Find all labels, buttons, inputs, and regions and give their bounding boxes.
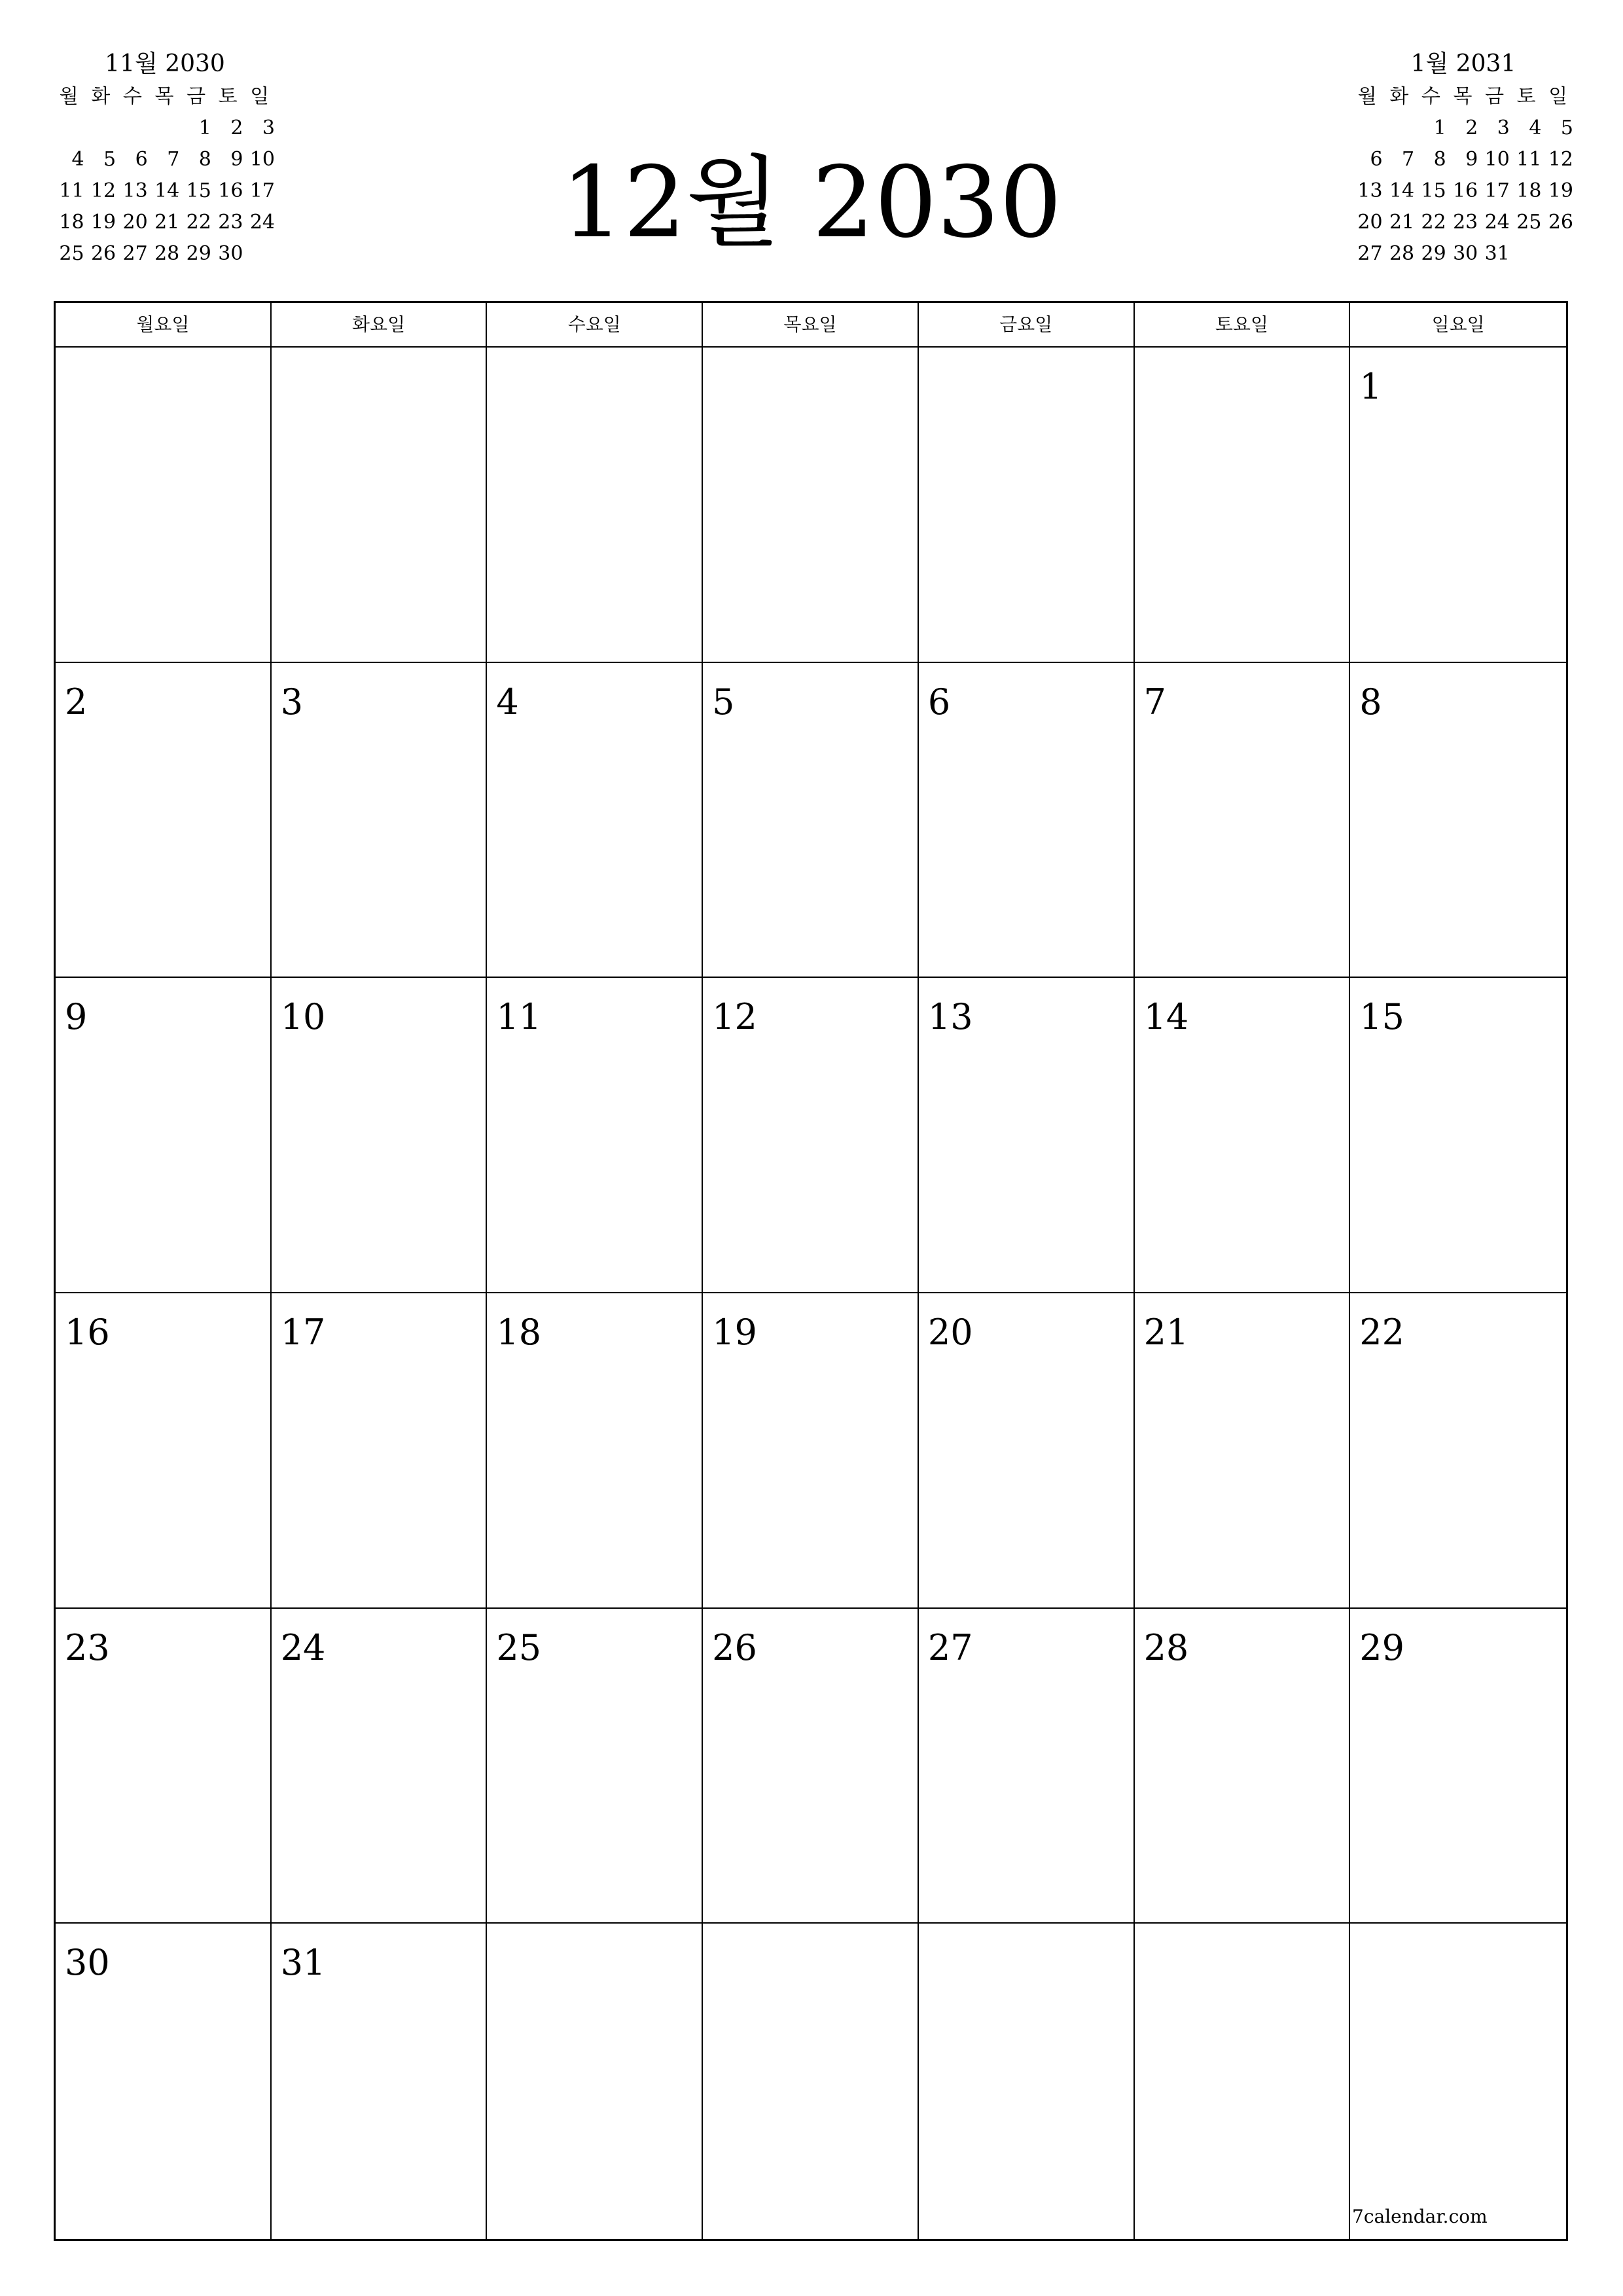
day-cell[interactable] <box>56 1293 272 1609</box>
mini-day: 21 <box>154 211 180 234</box>
mini-day: 10 <box>1484 148 1510 171</box>
day-number: 29 <box>1359 1626 1404 1668</box>
day-cell[interactable] <box>1135 1924 1351 2239</box>
day-cell[interactable] <box>487 1293 703 1609</box>
mini-day: 9 <box>1465 148 1478 171</box>
day-cell[interactable] <box>1135 1293 1351 1609</box>
day-cell[interactable] <box>487 978 703 1293</box>
mini-day: 9 <box>230 148 243 171</box>
mini-day: 5 <box>1560 117 1573 139</box>
mini-day: 28 <box>1389 242 1415 265</box>
mini-day: 28 <box>154 242 180 265</box>
day-number: 23 <box>65 1626 110 1668</box>
day-cell[interactable] <box>919 978 1135 1293</box>
weekday-header: 금요일 <box>919 303 1135 348</box>
mini-day: 12 <box>90 179 116 202</box>
day-cell[interactable] <box>1135 978 1351 1293</box>
mini-day: 31 <box>1484 242 1510 265</box>
day-cell[interactable] <box>56 978 272 1293</box>
day-number: 7 <box>1143 681 1166 723</box>
mini-day: 29 <box>1421 242 1446 265</box>
mini-day: 14 <box>1389 179 1415 202</box>
next-month-title: 1월 2031 <box>1410 50 1516 77</box>
day-number: 31 <box>280 1942 326 1984</box>
mini-weekday-label: 일 <box>1548 85 1568 108</box>
day-cell[interactable] <box>1135 663 1351 978</box>
day-number: 8 <box>1359 681 1382 723</box>
mini-weekday-label: 화 <box>91 85 111 108</box>
mini-day: 26 <box>1548 211 1573 234</box>
day-number: 18 <box>496 1311 542 1353</box>
day-number: 3 <box>280 681 304 723</box>
day-cell[interactable] <box>272 348 488 663</box>
day-cell[interactable] <box>703 1293 919 1609</box>
day-number: 2 <box>65 681 88 723</box>
mini-day <box>54 113 86 144</box>
day-number: 20 <box>927 1311 973 1353</box>
day-number: 1 <box>1359 366 1382 407</box>
mini-day: 13 <box>122 179 148 202</box>
day-cell[interactable] <box>919 663 1135 978</box>
day-cell[interactable] <box>1350 978 1566 1293</box>
day-number: 12 <box>712 996 757 1038</box>
day-cell[interactable] <box>703 348 919 663</box>
day-cell[interactable] <box>703 978 919 1293</box>
mini-day: 18 <box>1516 179 1542 202</box>
mini-day: 7 <box>1402 148 1415 171</box>
mini-day: 12 <box>1548 148 1573 171</box>
mini-day: 19 <box>90 211 116 234</box>
day-cell[interactable] <box>703 1609 919 1924</box>
mini-day: 24 <box>1484 211 1510 234</box>
day-cell[interactable] <box>487 1924 703 2239</box>
day-cell[interactable] <box>1350 663 1566 978</box>
next-month-mini-calendar <box>1352 47 1575 270</box>
day-cell[interactable] <box>1350 1924 1566 2239</box>
day-cell[interactable] <box>272 1293 488 1609</box>
day-number: 25 <box>496 1626 542 1668</box>
mini-day: 18 <box>59 211 84 234</box>
day-number: 13 <box>927 996 973 1038</box>
day-cell[interactable] <box>919 1924 1135 2239</box>
mini-weekday-label: 월 <box>1357 85 1377 108</box>
mini-day: 14 <box>154 179 180 202</box>
mini-weekday-label: 수 <box>1421 85 1440 108</box>
mini-day: 13 <box>1357 179 1383 202</box>
mini-day: 11 <box>1516 148 1542 171</box>
mini-weekday-label: 목 <box>1453 85 1472 108</box>
mini-day: 20 <box>122 211 148 234</box>
mini-day: 6 <box>135 148 148 171</box>
footer-credit: 7calendar.com <box>1352 2206 1488 2227</box>
mini-day: 21 <box>1389 211 1415 234</box>
day-number: 16 <box>65 1311 110 1353</box>
mini-day: 29 <box>186 242 211 265</box>
mini-day: 25 <box>1516 211 1542 234</box>
mini-day: 16 <box>1453 179 1478 202</box>
day-number: 28 <box>1143 1626 1189 1668</box>
day-cell[interactable] <box>487 663 703 978</box>
mini-day: 23 <box>218 211 243 234</box>
mini-day <box>1543 238 1575 270</box>
mini-weekday-label: 월 <box>59 85 79 108</box>
mini-day: 23 <box>1453 211 1478 234</box>
mini-day <box>1384 113 1416 144</box>
mini-weekday-label: 수 <box>122 85 142 108</box>
mini-weekday-label: 목 <box>154 85 174 108</box>
day-number: 11 <box>496 996 542 1038</box>
day-cell[interactable] <box>56 1609 272 1924</box>
day-cell[interactable] <box>1135 1609 1351 1924</box>
mini-day: 10 <box>249 148 275 171</box>
day-cell[interactable] <box>272 1924 488 2239</box>
day-number: 9 <box>65 996 88 1038</box>
day-cell[interactable] <box>1135 348 1351 663</box>
mini-day: 2 <box>230 117 243 139</box>
mini-weekday-label: 화 <box>1389 85 1409 108</box>
weekday-header: 수요일 <box>487 303 703 348</box>
day-cell[interactable] <box>272 1609 488 1924</box>
mini-day: 4 <box>71 148 84 171</box>
day-number: 17 <box>280 1311 326 1353</box>
mini-day: 3 <box>262 117 275 139</box>
prev-month-title: 11월 2030 <box>105 50 225 77</box>
mini-day: 5 <box>103 148 116 171</box>
day-number: 24 <box>280 1626 326 1668</box>
day-cell[interactable] <box>56 348 272 663</box>
page-title: 12월 2030 <box>561 146 1062 260</box>
mini-day: 6 <box>1370 148 1383 171</box>
mini-weekday-label: 토 <box>1516 85 1536 108</box>
day-number: 22 <box>1359 1311 1404 1353</box>
mini-day: 17 <box>249 179 275 202</box>
weekday-header: 월요일 <box>56 303 272 348</box>
mini-weekday-label: 금 <box>187 85 206 108</box>
day-number: 4 <box>496 681 519 723</box>
mini-day: 20 <box>1357 211 1383 234</box>
mini-day: 30 <box>218 242 243 265</box>
mini-weekday-label: 토 <box>218 85 238 108</box>
weekday-header: 화요일 <box>272 303 488 348</box>
mini-day: 7 <box>167 148 180 171</box>
day-cell[interactable] <box>487 348 703 663</box>
mini-weekday-label: 일 <box>250 85 270 108</box>
day-cell[interactable] <box>1350 1609 1566 1924</box>
mini-day: 16 <box>218 179 243 202</box>
mini-day: 30 <box>1453 242 1478 265</box>
mini-day: 4 <box>1529 117 1542 139</box>
day-cell[interactable] <box>56 663 272 978</box>
mini-day: 8 <box>198 148 211 171</box>
mini-day: 24 <box>249 211 275 234</box>
mini-day: 17 <box>1484 179 1510 202</box>
mini-day: 8 <box>1433 148 1446 171</box>
mini-day: 2 <box>1465 117 1478 139</box>
mini-day: 22 <box>186 211 211 234</box>
mini-day <box>117 113 149 144</box>
day-cell[interactable] <box>1350 348 1566 663</box>
weekday-header: 목요일 <box>703 303 919 348</box>
month-calendar-grid <box>54 301 1568 2241</box>
day-number: 10 <box>280 996 326 1038</box>
day-cell[interactable] <box>919 1609 1135 1924</box>
mini-weekday-label: 금 <box>1485 85 1505 108</box>
mini-day: 15 <box>1421 179 1446 202</box>
next-month-grid <box>1352 81 1575 270</box>
mini-day: 1 <box>1433 117 1446 139</box>
mini-day: 22 <box>1421 211 1446 234</box>
mini-day <box>149 113 181 144</box>
day-number: 19 <box>712 1311 757 1353</box>
day-cell[interactable] <box>272 663 488 978</box>
day-cell[interactable] <box>703 1924 919 2239</box>
mini-day <box>1511 238 1543 270</box>
day-number: 27 <box>927 1626 973 1668</box>
day-number: 30 <box>65 1942 110 1984</box>
weekday-header: 토요일 <box>1135 303 1351 348</box>
weekday-header: 일요일 <box>1350 303 1566 348</box>
mini-day: 26 <box>90 242 116 265</box>
mini-day <box>86 113 118 144</box>
mini-day: 15 <box>186 179 211 202</box>
day-cell[interactable] <box>487 1609 703 1924</box>
mini-day: 3 <box>1497 117 1510 139</box>
day-number: 15 <box>1359 996 1404 1038</box>
day-cell[interactable] <box>703 663 919 978</box>
day-cell[interactable] <box>919 1293 1135 1609</box>
day-number: 21 <box>1143 1311 1189 1353</box>
mini-day: 25 <box>59 242 84 265</box>
mini-day: 11 <box>59 179 84 202</box>
mini-day: 27 <box>1357 242 1383 265</box>
day-cell[interactable] <box>272 978 488 1293</box>
mini-day <box>1352 113 1384 144</box>
day-number: 26 <box>712 1626 757 1668</box>
day-number: 6 <box>927 681 951 723</box>
day-cell[interactable] <box>56 1924 272 2239</box>
day-cell[interactable] <box>1350 1293 1566 1609</box>
mini-day: 27 <box>122 242 148 265</box>
day-cell[interactable] <box>919 348 1135 663</box>
mini-day: 19 <box>1548 179 1573 202</box>
day-number: 14 <box>1143 996 1189 1038</box>
day-number: 5 <box>712 681 735 723</box>
mini-day: 1 <box>198 117 211 139</box>
